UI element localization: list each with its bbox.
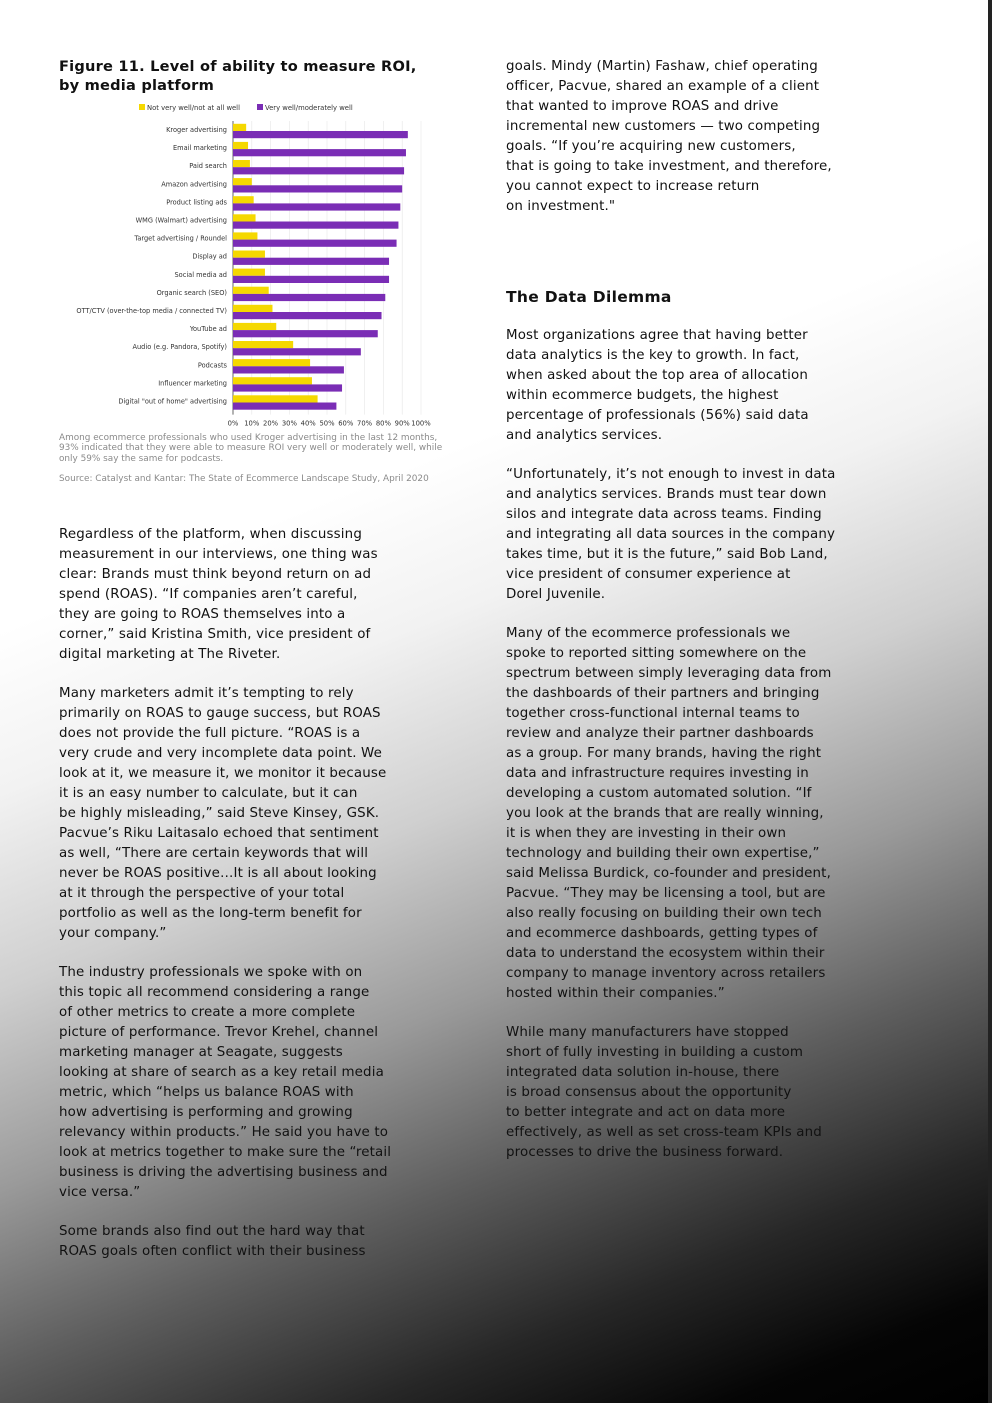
bar-very-well [233, 384, 342, 391]
right-paragraph-1: Most organizations agree that having better data analytics is the key to growth. In fact, when asked about the top area of allocation within ecommerce budgets, the highest percentage of professionals (56%) said data and analytics services. [506, 328, 809, 443]
category-label: Display ad [192, 252, 227, 261]
bar-very-well [233, 203, 400, 210]
figure-11 [59, 57, 444, 484]
category-label: Digital "out of home" advertising [118, 397, 227, 406]
legend-swatch-very-well [257, 104, 263, 110]
x-tick-label: 40% [300, 419, 316, 428]
bar-not-very-well [233, 196, 254, 203]
bar-not-very-well [233, 305, 272, 312]
left-column [59, 525, 421, 1281]
bar-very-well [233, 240, 397, 247]
right-intro-paragraph: goals. Mindy (Martin) Fashaw, chief operating officer, Pacvue, shared an example of a client that wanted to improve ROAS and drive incremental new customers — two competing goals. “If you’re acquiring new customers, that is going to take investment, and therefore, you cannot expect to increase return on investment." [506, 59, 832, 214]
x-tick-label: 0% [227, 419, 239, 428]
category-label: Podcasts [197, 361, 227, 370]
category-label: Target advertising / Roundel [134, 234, 227, 243]
category-label: YouTube ad [189, 325, 227, 334]
bar-very-well [233, 185, 402, 192]
category-label: Influencer marketing [158, 379, 227, 388]
bar-very-well [233, 294, 385, 301]
figure-caption: Among ecommerce professionals who used Kroger advertising in the last 12 months, 93% indicated that they were able to measure ROI very well or moderately well, while only 59% say the same for podcasts. [59, 433, 443, 464]
bar-not-very-well [233, 269, 265, 276]
x-tick-label: 70% [357, 419, 373, 428]
bar-not-very-well [233, 124, 246, 131]
x-tick-label: 10% [244, 419, 260, 428]
bar-not-very-well [233, 232, 257, 239]
category-label: Product listing ads [166, 198, 227, 207]
bar-not-very-well [233, 214, 256, 221]
left-paragraph-3: The industry professionals we spoke with on this topic all recommend considering a range of other metrics to create a more complete picture of performance. Trevor Krehel, channel marketing manager at Seagate, suggests looking at share of search as a key retail media metric, which “helps us balance ROAS with how advertising is performing and growing relevancy within products.” He said you have to look at metrics together to make sure the “retail business is driving the advertising business and vice versa.” [59, 965, 392, 1200]
x-tick-label: 90% [394, 419, 410, 428]
left-paragraph-2: Many marketers admit it’s tempting to rely primarily on ROAS to gauge success, but ROAS does not provide the full picture. “ROAS is a very crude and very incomplete data point. We look at it, we measure it, we monitor it because it is an easy number to calculate, but it can be highly misleading,” said Steve Kinsey, GSK. Pacvue’s Riku Laitasalo echoed that sentiment as well, “There are certain keywords that will never be ROAS positive…It is all about looking at it through the perspective of your total portfolio as well as the long-term benefit for your company.” [59, 686, 387, 941]
bar-not-very-well [233, 287, 269, 294]
section-spacer [506, 236, 871, 287]
left-paragraph-4: Some brands also find out the hard way that ROAS goals often conflict with their business [59, 1224, 366, 1259]
category-label: Audio (e.g. Pandora, Spotify) [132, 343, 227, 352]
category-label: Paid search [189, 162, 227, 171]
bar-very-well [233, 131, 408, 138]
bar-very-well [233, 149, 406, 156]
legend-label-not-very-well: Not very well/not at all well [147, 104, 240, 112]
category-label: Social media ad [174, 270, 227, 279]
x-tick-label: 60% [338, 419, 354, 428]
bar-very-well [233, 167, 404, 174]
bar-not-very-well [233, 323, 276, 330]
bar-very-well [233, 312, 382, 319]
bar-not-very-well [233, 142, 248, 149]
bar-very-well [233, 348, 361, 355]
bar-very-well [233, 222, 398, 229]
category-label: WMG (Walmart) advertising [135, 216, 227, 225]
bar-very-well [233, 366, 344, 373]
x-tick-label: 80% [375, 419, 391, 428]
legend-label-very-well: Very well/moderately well [265, 104, 353, 112]
x-tick-label: 20% [263, 419, 279, 428]
figure-source: Source: Catalyst and Kantar: The State of Ecommerce Landscape Study, April 2020 [59, 474, 429, 484]
right-column [506, 57, 871, 1182]
bar-not-very-well [233, 377, 312, 384]
bar-very-well [233, 403, 336, 410]
category-label: Kroger advertising [166, 126, 227, 134]
bar-not-very-well [233, 341, 293, 348]
category-label: Email marketing [173, 144, 227, 153]
bar-very-well [233, 258, 389, 265]
x-tick-label: 50% [319, 419, 335, 428]
bar-very-well [233, 330, 378, 337]
category-label: OTT/CTV (over-the-top media / connected TV) [76, 307, 227, 315]
roi-bar-chart [59, 103, 449, 433]
x-tick-label: 30% [281, 419, 297, 428]
bar-not-very-well [233, 359, 310, 366]
category-label: Amazon advertising [161, 180, 227, 189]
legend-swatch-not-very-well [139, 104, 145, 110]
x-tick-label: 100% [411, 419, 431, 428]
figure-title: Figure 11. Level of ability to measure ROI, by media platform [59, 58, 417, 94]
right-paragraph-4: While many manufacturers have stopped short of fully investing in building a custom integrated data solution in-house, there is broad consensus about the opportunity to better integrate and act on data more effectively, as well as set cross-team KPIs and processes to drive the business forward. [506, 1025, 822, 1160]
bar-not-very-well [233, 178, 252, 185]
section-heading-data-dilemma: The Data Dilemma [506, 288, 672, 306]
bar-not-very-well [233, 251, 265, 258]
right-paragraph-2: “Unfortunately, it’s not enough to invest in data and analytics services. Brands must tear down silos and integrate data across teams. Finding and integrating all data sources in the company takes time, but it is the future,” said Bob Land, vice president of consumer experience at Dorel Juvenile. [506, 467, 836, 602]
left-paragraph-1: Regardless of the platform, when discussing measurement in our interviews, one thing was clear: Brands must think beyond return on ad spend (ROAS). “If companies aren’t careful, they are going to ROAS themselves into a corner,” said Kristina Smith, vice president of digital marketing at The Riveter. [59, 527, 378, 662]
bar-very-well [233, 276, 389, 283]
category-label: Organic search (SEO) [156, 288, 227, 297]
bar-not-very-well [233, 395, 318, 402]
bar-not-very-well [233, 160, 250, 167]
right-paragraph-3: Many of the ecommerce professionals we spoke to reported sitting somewhere on the spectrum between simply leveraging data from the dashboards of their partners and bringing together cross-functional internal teams to review and analyze their partner dashboards as a group. For many brands, having the right data and infrastructure requires investing in developing a custom automated solution. “If you look at the brands that are really winning, it is when they are investing in their own technology and building their own expertise,” said Melissa Burdick, co-founder and president, Pacvue. “They may be licensing a tool, but are also really focusing on building their own tech and ecommerce dashboards, getting types of data to understand the ecosystem within their company to manage inventory across retailers hosted within their companies.” [506, 626, 832, 1001]
page-edge-strip [988, 0, 992, 1403]
